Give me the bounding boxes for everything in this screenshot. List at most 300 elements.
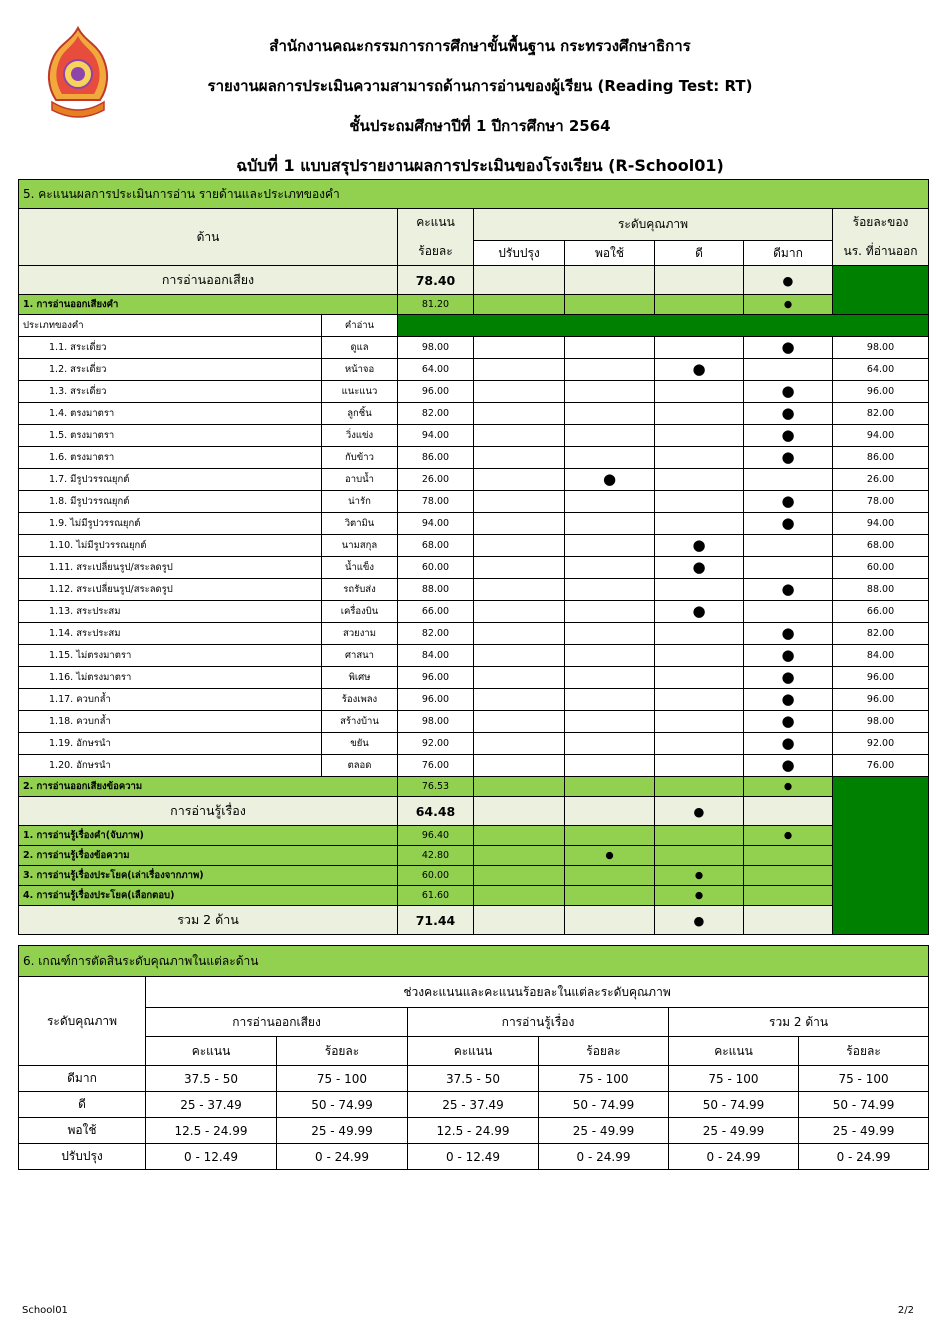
criteria-range: 0 - 24.99 xyxy=(539,1144,669,1170)
word-pct: 84.00 xyxy=(833,645,929,667)
quality-cell xyxy=(744,601,833,623)
quality-cell xyxy=(474,491,565,513)
quality-cell xyxy=(565,513,655,535)
quality-cell xyxy=(474,359,565,381)
quality-dot: ● xyxy=(744,826,833,846)
quality-cell xyxy=(474,645,565,667)
quality-cell xyxy=(565,886,655,906)
quality-dot: ● xyxy=(744,425,833,447)
comp-item-score: 42.80 xyxy=(398,846,474,866)
sub-header: คะแนน xyxy=(146,1037,277,1066)
quality-cell xyxy=(565,579,655,601)
word-type: 1.16. ไม่ตรงมาตรา xyxy=(19,667,322,689)
word-item-row xyxy=(19,755,929,777)
quality-dot: ● xyxy=(655,866,744,886)
quality-cell xyxy=(655,623,744,645)
comp-item-row xyxy=(19,826,929,846)
section5-title: 5. คะแนนผลการประเมินการอ่าน รายด้านและประเภทของคำ xyxy=(19,180,929,209)
quality-cell xyxy=(565,557,655,579)
quality-cell xyxy=(565,447,655,469)
word-type: 1.18. ควบกล้ำ xyxy=(19,711,322,733)
word-pct: 98.00 xyxy=(833,337,929,359)
word-pct: 94.00 xyxy=(833,513,929,535)
word-pct: 60.00 xyxy=(833,557,929,579)
oral-text-row xyxy=(19,777,929,797)
word-item-row xyxy=(19,447,929,469)
criteria-range: 0 - 12.49 xyxy=(408,1144,539,1170)
quality-cell xyxy=(474,513,565,535)
word-pct: 64.00 xyxy=(833,359,929,381)
quality-cell xyxy=(474,623,565,645)
quality-dot: ● xyxy=(655,359,744,381)
quality-dot: ● xyxy=(744,513,833,535)
word-type: 1.11. สระเปลี่ยนรูป/สระลดรูป xyxy=(19,557,322,579)
quality-cell xyxy=(565,295,655,315)
quality-cell xyxy=(565,645,655,667)
quality-cell xyxy=(655,295,744,315)
quality-cell xyxy=(565,381,655,403)
quality-dot: ● xyxy=(744,777,833,797)
word-score: 92.00 xyxy=(398,733,474,755)
total-title: รวม 2 ด้าน xyxy=(19,906,398,935)
word-pct: 68.00 xyxy=(833,535,929,557)
comp-item-score: 60.00 xyxy=(398,866,474,886)
quality-dot: ● xyxy=(655,906,744,935)
word: น้ำแข็ง xyxy=(322,557,398,579)
word-type: 1.17. ควบกล้ำ xyxy=(19,689,322,711)
word-pct: 94.00 xyxy=(833,425,929,447)
word-type: 1.8. มีรูปวรรณยุกต์ xyxy=(19,491,322,513)
word-item-row xyxy=(19,491,929,513)
word-score: 98.00 xyxy=(398,711,474,733)
word-score: 98.00 xyxy=(398,337,474,359)
word-type: 1.5. ตรงมาตรา xyxy=(19,425,322,447)
criteria-range: 37.5 - 50 xyxy=(146,1066,277,1092)
word-score: 60.00 xyxy=(398,557,474,579)
word-type: 1.2. สระเดี่ยว xyxy=(19,359,322,381)
criteria-range: 0 - 24.99 xyxy=(669,1144,799,1170)
criteria-range: 25 - 49.99 xyxy=(539,1118,669,1144)
obec-logo xyxy=(44,26,112,122)
word-item-row xyxy=(19,381,929,403)
word-score: 84.00 xyxy=(398,645,474,667)
criteria-level: พอใช้ xyxy=(19,1118,146,1144)
footer-school: School01 xyxy=(22,1305,68,1316)
quality-cell xyxy=(474,866,565,886)
quality-cell xyxy=(474,381,565,403)
quality-dot: ● xyxy=(744,337,833,359)
word: ศาสนา xyxy=(322,645,398,667)
word-item-row xyxy=(19,557,929,579)
word-score: 64.00 xyxy=(398,359,474,381)
col-pct: ร้อยละของ นร. ที่อ่านออก xyxy=(833,209,929,266)
word-reading-label: คำอ่าน xyxy=(322,315,398,337)
word-score: 96.00 xyxy=(398,667,474,689)
quality-cell xyxy=(655,425,744,447)
col-score: คะแนน ร้อยละ xyxy=(398,209,474,266)
word: ดูแล xyxy=(322,337,398,359)
word-score: 96.00 xyxy=(398,689,474,711)
word-score: 82.00 xyxy=(398,623,474,645)
level-improve: ปรับปรุง xyxy=(474,241,565,266)
quality-cell xyxy=(474,266,565,295)
word-pct: 82.00 xyxy=(833,403,929,425)
word-item-row xyxy=(19,667,929,689)
quality-cell xyxy=(474,689,565,711)
word-score: 68.00 xyxy=(398,535,474,557)
criteria-range: 25 - 37.49 xyxy=(408,1092,539,1118)
comp-score: 64.48 xyxy=(398,797,474,826)
word-type: 1.6. ตรงมาตรา xyxy=(19,447,322,469)
quality-cell xyxy=(655,733,744,755)
quality-cell xyxy=(565,359,655,381)
criteria-row xyxy=(19,1066,929,1092)
quality-cell xyxy=(474,579,565,601)
word: พิเศษ xyxy=(322,667,398,689)
quality-dot: ● xyxy=(744,579,833,601)
comp-item-score: 61.60 xyxy=(398,886,474,906)
quality-cell xyxy=(474,425,565,447)
criteria-range: 75 - 100 xyxy=(539,1066,669,1092)
quality-dot: ● xyxy=(565,469,655,491)
quality-cell xyxy=(565,266,655,295)
quality-dot: ● xyxy=(744,667,833,689)
quality-dot: ● xyxy=(565,846,655,866)
word-item-row xyxy=(19,359,929,381)
quality-cell xyxy=(744,797,833,826)
header-line1: สำนักงานคณะกรรมการการศึกษาขั้นพื้นฐาน กระทรวงศึกษาธิการ xyxy=(269,37,691,55)
oral-words-score: 81.20 xyxy=(398,295,474,315)
word-item-row xyxy=(19,425,929,447)
criteria-range: 75 - 100 xyxy=(277,1066,408,1092)
word-score: 78.00 xyxy=(398,491,474,513)
quality-cell xyxy=(474,535,565,557)
quality-cell xyxy=(474,447,565,469)
quality-cell xyxy=(565,755,655,777)
quality-cell xyxy=(655,711,744,733)
quality-cell xyxy=(655,447,744,469)
comp-item-title: 4. การอ่านรู้เรื่องประโยค(เลือกตอบ) xyxy=(19,886,398,906)
quality-cell xyxy=(744,846,833,866)
comp-item-title: 2. การอ่านรู้เรื่องข้อความ xyxy=(19,846,398,866)
word-score: 94.00 xyxy=(398,513,474,535)
word-item-row xyxy=(19,337,929,359)
quality-dot: ● xyxy=(744,645,833,667)
word-pct: 96.00 xyxy=(833,381,929,403)
quality-cell xyxy=(655,645,744,667)
quality-dot: ● xyxy=(655,535,744,557)
quality-cell xyxy=(655,266,744,295)
quality-dot: ● xyxy=(744,755,833,777)
quality-cell xyxy=(565,733,655,755)
quality-dot: ● xyxy=(655,886,744,906)
comp-item-row xyxy=(19,866,929,886)
word-pct: 76.00 xyxy=(833,755,929,777)
quality-cell xyxy=(565,491,655,513)
quality-dot: ● xyxy=(744,447,833,469)
word: ตลอด xyxy=(322,755,398,777)
quality-cell xyxy=(655,381,744,403)
section6-title: 6. เกณฑ์การตัดสินระดับคุณภาพในแต่ละด้าน xyxy=(19,946,929,977)
criteria-range: 0 - 24.99 xyxy=(277,1144,408,1170)
quality-cell xyxy=(474,601,565,623)
comp-item-row xyxy=(19,886,929,906)
quality-cell xyxy=(565,425,655,447)
quality-cell xyxy=(474,469,565,491)
pct-fill xyxy=(833,266,929,315)
word: ลูกชิ้น xyxy=(322,403,398,425)
quality-dot: ● xyxy=(744,733,833,755)
quality-cell xyxy=(474,337,565,359)
comp-item-row xyxy=(19,846,929,866)
word-pct: 96.00 xyxy=(833,667,929,689)
oral-title: การอ่านออกเสียง xyxy=(19,266,398,295)
word-pct: 66.00 xyxy=(833,601,929,623)
quality-cell xyxy=(474,667,565,689)
word-score: 26.00 xyxy=(398,469,474,491)
quality-cell xyxy=(565,689,655,711)
comp-title: การอ่านรู้เรื่อง xyxy=(19,797,398,826)
quality-cell xyxy=(565,777,655,797)
quality-dot: ● xyxy=(744,295,833,315)
criteria-range: 0 - 12.49 xyxy=(146,1144,277,1170)
quality-cell xyxy=(474,846,565,866)
comp-row xyxy=(19,797,929,826)
word-type: 1.10. ไม่มีรูปวรรณยุกต์ xyxy=(19,535,322,557)
criteria-range: 50 - 74.99 xyxy=(799,1092,929,1118)
word-pct: 96.00 xyxy=(833,689,929,711)
criteria-range: 50 - 74.99 xyxy=(669,1092,799,1118)
quality-cell xyxy=(474,797,565,826)
quality-cell xyxy=(565,623,655,645)
quality-cell xyxy=(474,886,565,906)
group-total: รวม 2 ด้าน xyxy=(669,1008,929,1037)
word-pct: 82.00 xyxy=(833,623,929,645)
comp-item-score: 96.40 xyxy=(398,826,474,846)
quality-cell xyxy=(744,535,833,557)
quality-cell xyxy=(655,403,744,425)
criteria-range: 25 - 49.99 xyxy=(669,1118,799,1144)
comp-item-title: 3. การอ่านรู้เรื่องประโยค(เล่าเรื่องจากภาพ) xyxy=(19,866,398,886)
word: สร้างบ้าน xyxy=(322,711,398,733)
quality-cell xyxy=(565,601,655,623)
word-item-row xyxy=(19,403,929,425)
total-row xyxy=(19,906,929,935)
word-pct: 88.00 xyxy=(833,579,929,601)
pct-fill-bottom xyxy=(833,777,929,935)
word-pct: 92.00 xyxy=(833,733,929,755)
word-type: 1.12. สระเปลี่ยนรูป/สระลดรูป xyxy=(19,579,322,601)
quality-cell xyxy=(655,491,744,513)
quality-cell xyxy=(655,513,744,535)
quality-dot: ● xyxy=(744,689,833,711)
criteria-range: 0 - 24.99 xyxy=(799,1144,929,1170)
quality-dot: ● xyxy=(744,623,833,645)
section6-table xyxy=(18,945,929,1170)
word: รถรับส่ง xyxy=(322,579,398,601)
quality-cell xyxy=(744,557,833,579)
quality-cell xyxy=(474,711,565,733)
sub-header: ร้อยละ xyxy=(539,1037,669,1066)
criteria-range: 12.5 - 24.99 xyxy=(146,1118,277,1144)
quality-dot: ● xyxy=(744,711,833,733)
criteria-level: ดีมาก xyxy=(19,1066,146,1092)
quality-dot: ● xyxy=(744,381,833,403)
quality-cell xyxy=(655,777,744,797)
quality-cell xyxy=(474,295,565,315)
quality-cell xyxy=(655,846,744,866)
word-pct: 98.00 xyxy=(833,711,929,733)
word-score: 88.00 xyxy=(398,579,474,601)
section5-table xyxy=(18,179,929,935)
word: ร้องเพลง xyxy=(322,689,398,711)
quality-cell xyxy=(474,777,565,797)
quality-cell xyxy=(744,866,833,886)
oral-score: 78.40 xyxy=(398,266,474,295)
header-line2: รายงานผลการประเมินความสามารถด้านการอ่านของผู้เรียน (Reading Test: RT) xyxy=(207,77,753,95)
word-score: 76.00 xyxy=(398,755,474,777)
quality-cell xyxy=(744,886,833,906)
criteria-range: 50 - 74.99 xyxy=(277,1092,408,1118)
quality-cell xyxy=(655,826,744,846)
word: วิ่งแข่ง xyxy=(322,425,398,447)
oral-text-score: 76.53 xyxy=(398,777,474,797)
word-item-row xyxy=(19,623,929,645)
word: หน้าจอ xyxy=(322,359,398,381)
word-type: 1.19. อักษรนำ xyxy=(19,733,322,755)
criteria-level: ปรับปรุง xyxy=(19,1144,146,1170)
word-header-fill xyxy=(398,315,929,337)
word-score: 82.00 xyxy=(398,403,474,425)
oral-words-title: 1. การอ่านออกเสียงคำ xyxy=(19,295,398,315)
word: อาบน้ำ xyxy=(322,469,398,491)
word: กับข้าว xyxy=(322,447,398,469)
col-side: ด้าน xyxy=(19,209,398,266)
word-type: 1.20. อักษรนำ xyxy=(19,755,322,777)
quality-cell xyxy=(474,733,565,755)
header-line3: ชั้นประถมศึกษาปีที่ 1 ปีการศึกษา 2564 xyxy=(349,117,611,135)
word-type: 1.15. ไม่ตรงมาตรา xyxy=(19,645,322,667)
quality-dot: ● xyxy=(655,601,744,623)
quality-cell xyxy=(744,469,833,491)
sub-header: คะแนน xyxy=(408,1037,539,1066)
level-excellent: ดีมาก xyxy=(744,241,833,266)
quality-dot: ● xyxy=(655,557,744,579)
quality-dot: ● xyxy=(655,797,744,826)
comp-item-title: 1. การอ่านรู้เรื่องคำ(จับภาพ) xyxy=(19,826,398,846)
word: น่ารัก xyxy=(322,491,398,513)
word-type: 1.14. สระประสม xyxy=(19,623,322,645)
quality-cell xyxy=(655,689,744,711)
word-score: 96.00 xyxy=(398,381,474,403)
quality-cell xyxy=(565,906,655,935)
word-score: 86.00 xyxy=(398,447,474,469)
word-type: 1.1. สระเดี่ยว xyxy=(19,337,322,359)
word-pct: 86.00 xyxy=(833,447,929,469)
word-item-row xyxy=(19,601,929,623)
quality-cell xyxy=(474,755,565,777)
word-score: 94.00 xyxy=(398,425,474,447)
col-range: ช่วงคะแนนและคะแนนร้อยละในแต่ละระดับคุณภาพ xyxy=(146,977,929,1008)
sub-header: ร้อยละ xyxy=(277,1037,408,1066)
word-pct: 78.00 xyxy=(833,491,929,513)
word-item-row xyxy=(19,579,929,601)
criteria-range: 25 - 49.99 xyxy=(277,1118,408,1144)
footer-page: 2/2 xyxy=(897,1305,914,1316)
quality-cell xyxy=(565,535,655,557)
criteria-row xyxy=(19,1118,929,1144)
criteria-range: 37.5 - 50 xyxy=(408,1066,539,1092)
criteria-range: 50 - 74.99 xyxy=(539,1092,669,1118)
quality-cell xyxy=(655,667,744,689)
criteria-range: 75 - 100 xyxy=(669,1066,799,1092)
criteria-row xyxy=(19,1144,929,1170)
word-type: 1.3. สระเดี่ยว xyxy=(19,381,322,403)
quality-cell xyxy=(655,469,744,491)
criteria-range: 25 - 37.49 xyxy=(146,1092,277,1118)
word: นามสกุล xyxy=(322,535,398,557)
quality-cell xyxy=(655,579,744,601)
quality-cell xyxy=(565,826,655,846)
criteria-range: 12.5 - 24.99 xyxy=(408,1118,539,1144)
word-item-row xyxy=(19,513,929,535)
oral-words-row xyxy=(19,295,929,315)
quality-cell xyxy=(655,755,744,777)
word-type: 1.9. ไม่มีรูปวรรณยุกต์ xyxy=(19,513,322,535)
word-pct: 26.00 xyxy=(833,469,929,491)
group-comp: การอ่านรู้เรื่อง xyxy=(408,1008,669,1037)
word: สวยงาม xyxy=(322,623,398,645)
word-item-row xyxy=(19,535,929,557)
quality-cell xyxy=(474,557,565,579)
word-score: 66.00 xyxy=(398,601,474,623)
word-type: 1.13. สระประสม xyxy=(19,601,322,623)
quality-cell xyxy=(565,711,655,733)
quality-dot: ● xyxy=(744,403,833,425)
sub-header: ร้อยละ xyxy=(799,1037,929,1066)
quality-cell xyxy=(565,667,655,689)
total-score: 71.44 xyxy=(398,906,474,935)
quality-cell xyxy=(655,337,744,359)
quality-cell xyxy=(474,403,565,425)
word-item-row xyxy=(19,645,929,667)
word: ขยัน xyxy=(322,733,398,755)
oral-row xyxy=(19,266,929,295)
sub-header: คะแนน xyxy=(669,1037,799,1066)
col-quality: ระดับคุณภาพ xyxy=(474,209,833,241)
level-good: ดี xyxy=(655,241,744,266)
criteria-range: 75 - 100 xyxy=(799,1066,929,1092)
word: แนะแนว xyxy=(322,381,398,403)
group-oral: การอ่านออกเสียง xyxy=(146,1008,408,1037)
word-item-row xyxy=(19,733,929,755)
quality-cell xyxy=(744,359,833,381)
col-level: ระดับคุณภาพ xyxy=(19,977,146,1066)
word: เครื่องบิน xyxy=(322,601,398,623)
quality-cell xyxy=(744,906,833,935)
quality-dot: ● xyxy=(744,266,833,295)
quality-cell xyxy=(474,826,565,846)
oral-text-title: 2. การอ่านออกเสียงข้อความ xyxy=(19,777,398,797)
quality-cell xyxy=(474,906,565,935)
word-item-row xyxy=(19,711,929,733)
quality-cell xyxy=(565,866,655,886)
word-type-header xyxy=(19,315,929,337)
word-type: 1.7. มีรูปวรรณยุกต์ xyxy=(19,469,322,491)
header-line4: ฉบับที่ 1 แบบสรุปรายงานผลการประเมินของโรงเรียน (R-School01) xyxy=(236,156,724,175)
word: วิตามิน xyxy=(322,513,398,535)
criteria-row xyxy=(19,1092,929,1118)
